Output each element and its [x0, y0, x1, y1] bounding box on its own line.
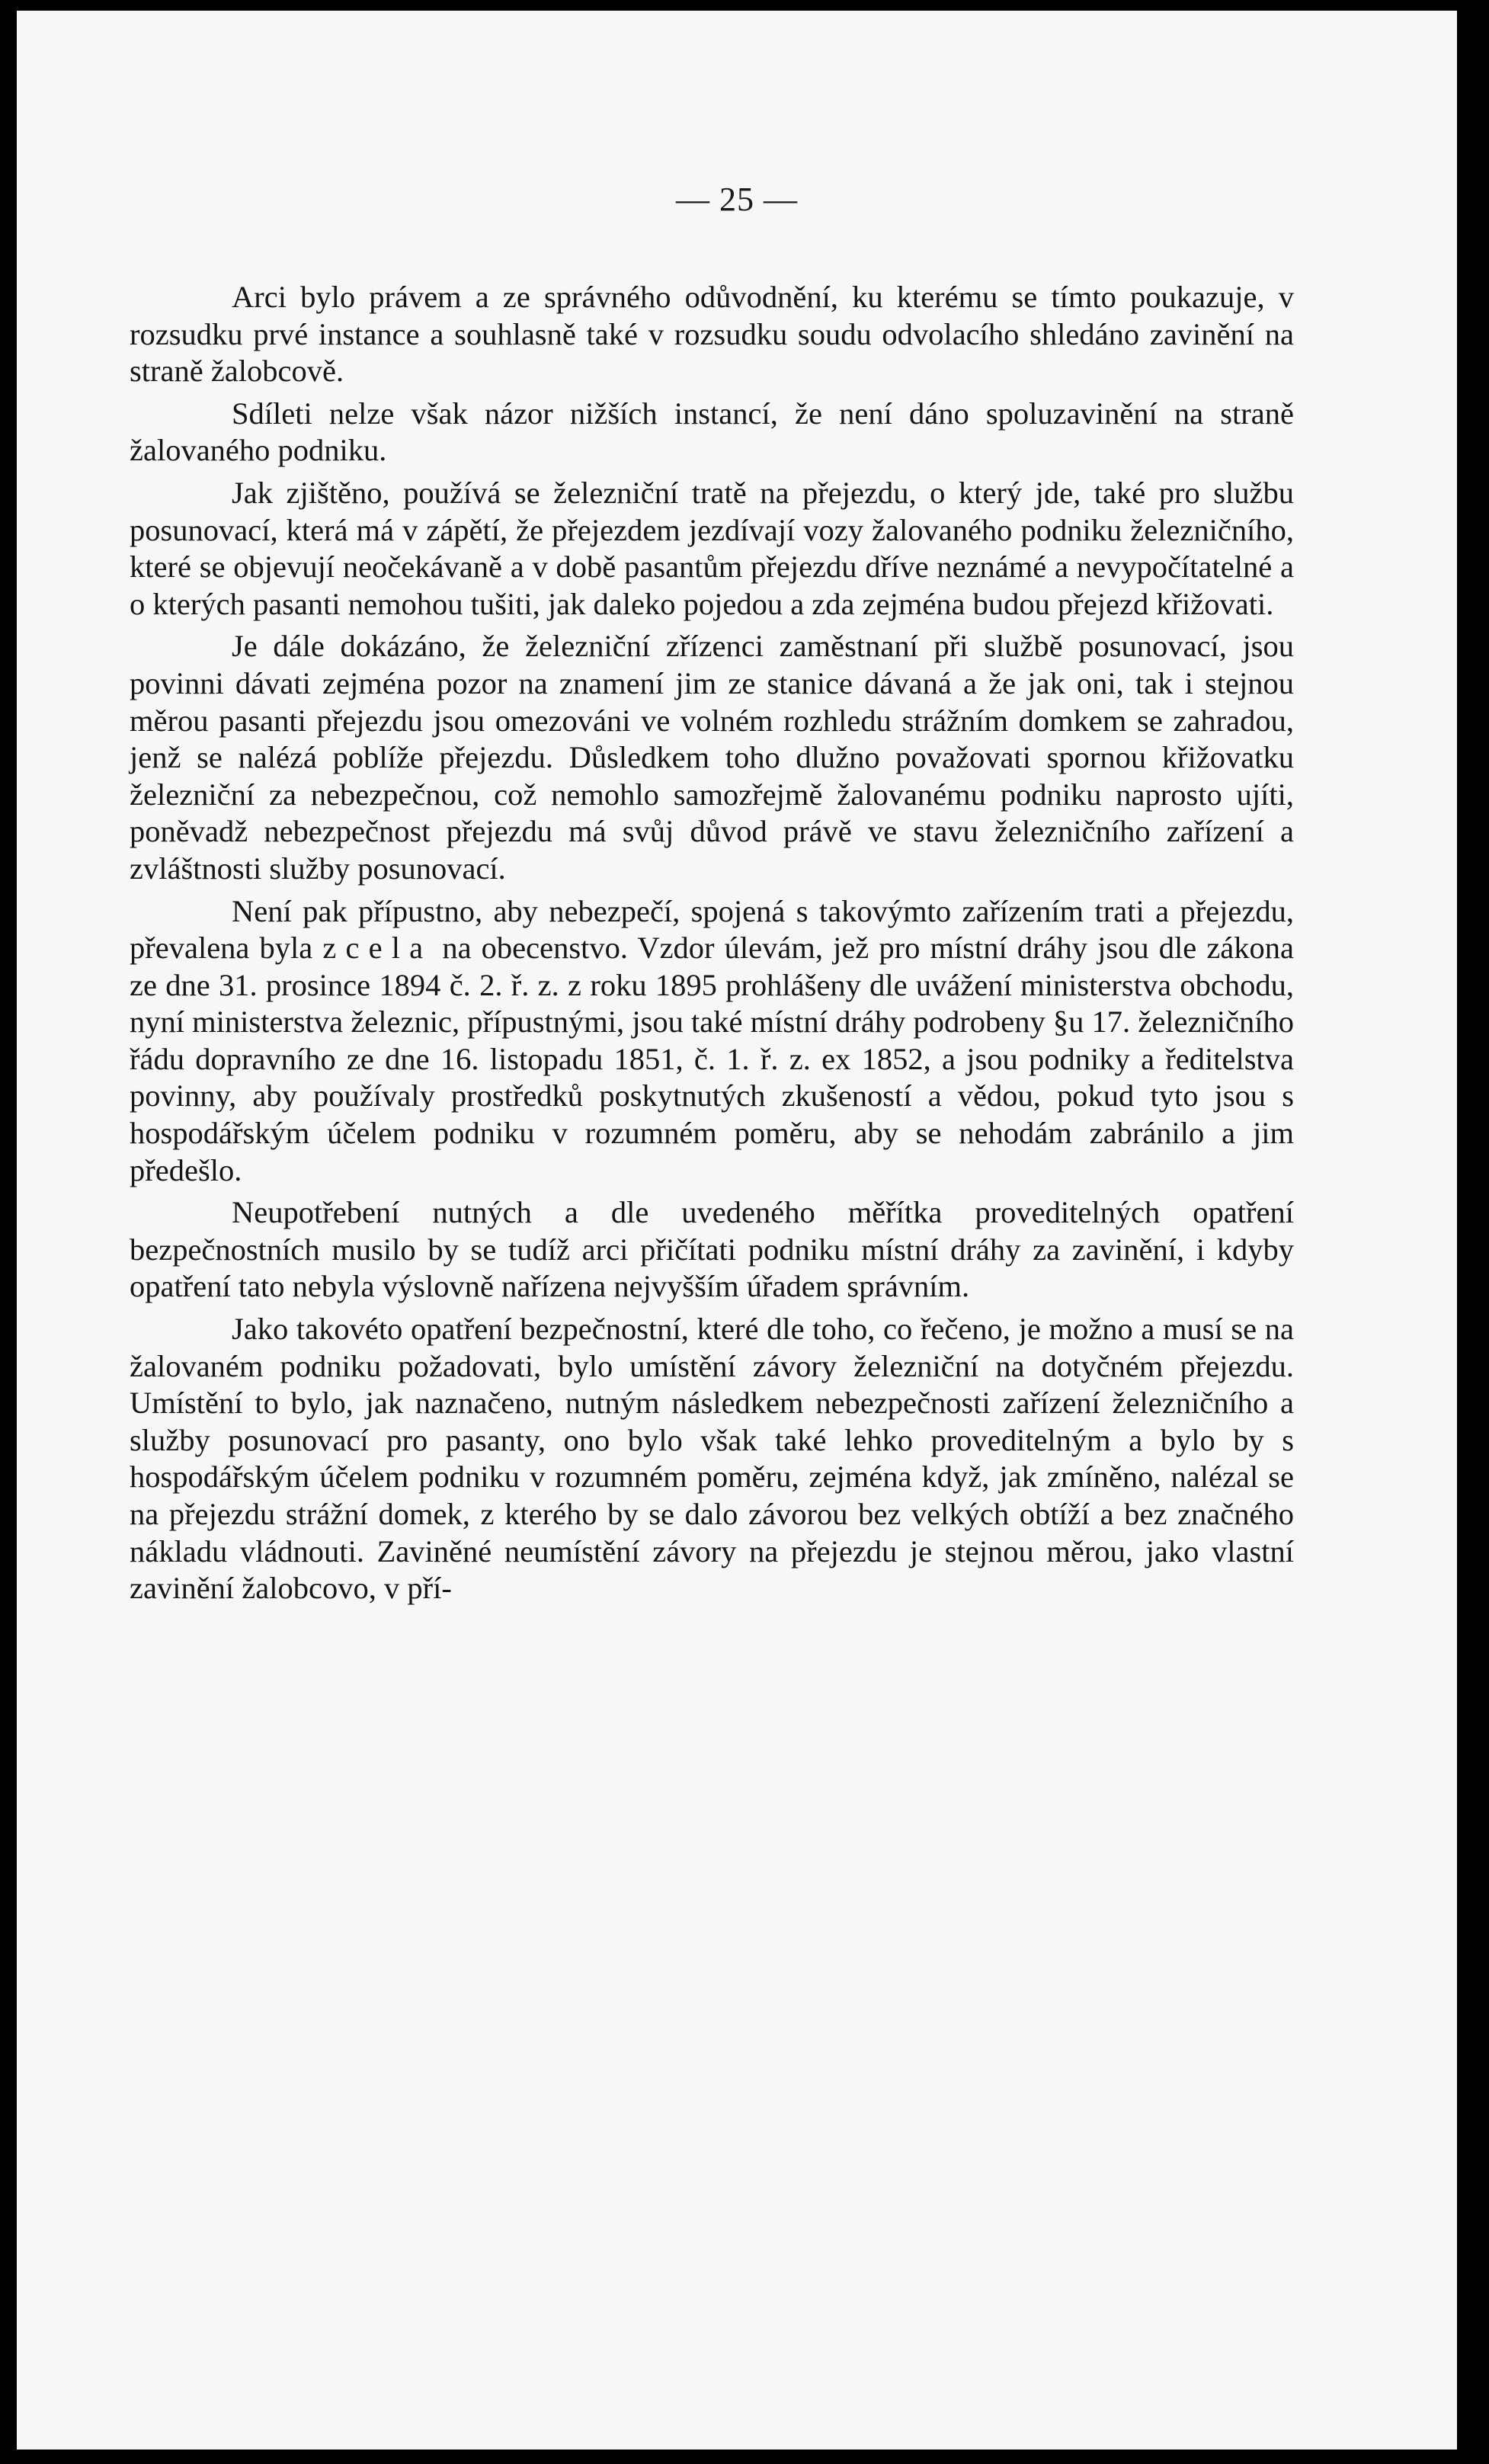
document-page: [17, 11, 1457, 2450]
paragraph-1: Arci bylo právem a ze správného odůvodnění, ku kterému se tímto poukazuje, v rozsudku prvé instance a souhlasně také v rozsudku soudu odvolacího shledáno zavinění na straně žalobcově.: [130, 280, 1294, 389]
paragraph-5-part-1: Není pak přípustno, aby nebezpečí, spojená s takovýmto zařízením trati a přejezdu, převalena byla: [130, 893, 1294, 966]
paragraph-4: Je dále dokázáno, že železniční zřízenci zaměstnaní při službě posunovací, jsou povinni dávati zejména pozor na znamení jim ze stanice dávaná a že jak oni, tak i stejnou měrou pasanti přejezdu jsou omezováni ve volném rozhledu strážním domkem se zahradou, jenž se nalézá poblíže přejezdu. Důsledkem toho dlužno považovati spornou křižovatku železniční za nebezpečnou, což nemohlo samozřejmě žalovanému podniku naprosto ujíti, poněvadž nebezpečnost přejezdu má svůj důvod právě ve stavu železničního zařízení a zvláštnosti služby posunovací.: [130, 629, 1294, 886]
paragraph-5-emphasis: zcela: [322, 931, 433, 966]
paragraph-5: [130, 893, 1294, 1190]
paragraph-6: Neupotřebení nutných a dle uvedeného měřítka proveditelných opatření bezpečnostních musilo by se tudíž arci přičítati podniku místní dráhy za zavinění, i kdyby opatření tato nebyla výslovně nařízena nejvyšším úřadem správním.: [130, 1195, 1294, 1304]
paragraph-7: Jako takovéto opatření bezpečnostní, které dle toho, co řečeno, je možno a musí se na žalovaném podniku požadovati, bylo umístění závory železniční na dotyčném přejezdu. Umístění to bylo, jak naznačeno, nutným následkem nebezpečnosti zařízení železničního a služby posunovací pro pasanty, ono bylo však také lehko proveditelným a bylo by s hospodářským účelem podniku v rozumném poměru, zejména když, jak zmíněno, nalézal se na přejezdu strážní domek, z kterého by se dalo závorou bez velkých obtíží a bez značného nákladu vládnouti. Zaviněné neumístění závory na přejezdu je stejnou měrou, jako vlastní zavinění žalobcovo, v pří-: [130, 1312, 1294, 1606]
paragraph-3: Jak zjištěno, používá se železniční tratě na přejezdu, o který jde, také pro službu posunovací, která má v zápětí, že přejezdem jezdívají vozy žalovaného podniku železničního, které se objevují neočekávaně a v době pasantům přejezdu dříve neznámé a nevypočítatelné a o kterých pasanti nemohou tušiti, jak daleko pojedou a zda zejména budou přejezd křižovati.: [130, 475, 1294, 621]
page-number: — 25 —: [676, 181, 798, 218]
body-text: [130, 279, 1294, 1613]
paragraph-2: Sdíleti nelze však názor nižších instancí, že není dáno spoluzavinění na straně žalovaného podniku.: [130, 396, 1294, 468]
paragraph-5-part-2: na obecenstvo. Vzdor úlevám, jež pro místní dráhy jsou dle zákona ze dne 31. prosince 1894 č. 2. ř. z. z roku 1895 prohlášeny dle uvážení ministerstva obchodu, nyní ministerstva železnic, přípustnými, jsou také místní dráhy podrobeny §u 17. železničního řádu dopravního ze dne 16. listopadu 1851, č. 1. ř. z. ex 1852, a jsou podniky a ředitelstva povinny, aby používaly prostředků poskytnutých zkušeností a vědou, pokud tyto jsou s hospodářským účelem podniku v rozumném poměru, aby se nehodám zabránilo a jim předešlo.: [130, 931, 1294, 1187]
